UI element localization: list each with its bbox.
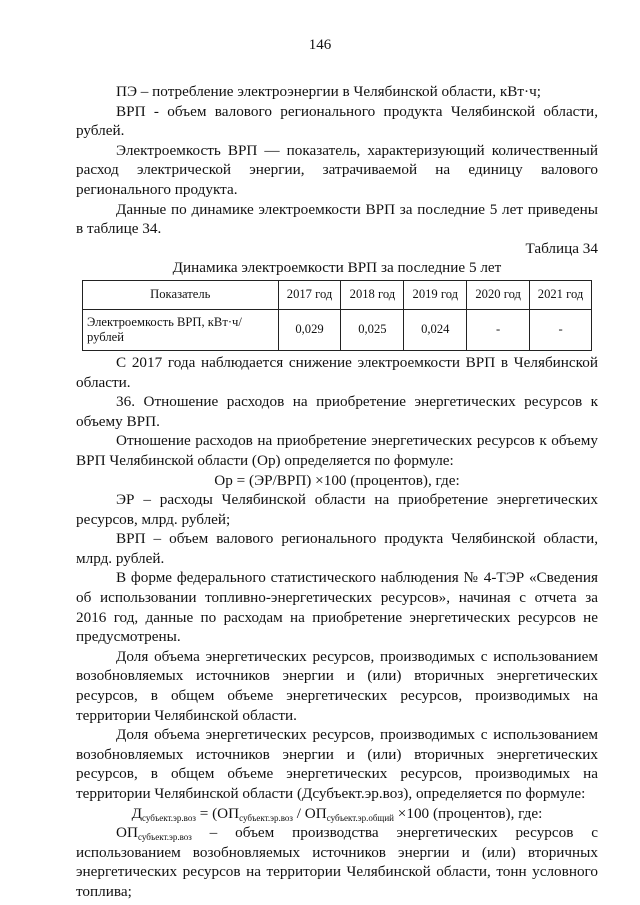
formula-share [76,804,598,824]
paragraph-ratio-definition: Отношение расходов на приобретение энергетических ресурсов к объему ВРП Челябинской области (Ор) определяется по формуле: [76,432,598,469]
formula-d: Д [131,804,143,822]
paragraph-op-definition [76,823,598,901]
formula-sub-1: субъект.эр.воз [142,812,196,823]
paragraph-pe-definition: ПЭ – потребление электроэнергии в Челябинской области, кВт·ч; [116,83,541,100]
table-label: Таблица 34 [525,239,598,257]
row-indicator-name: Электроемкость ВРП, кВт·ч/ рублей [83,309,279,350]
header-2021: 2021 год [530,280,592,309]
value-2018: 0,025 [341,309,404,350]
formula-sub-3: субъект.эр.общий [326,812,394,823]
paragraph-vrp-definition-2: ВРП – объем валового регионального продукта Челябинской области, млрд. рублей. [76,530,598,567]
header-2017: 2017 год [278,280,341,309]
paragraph-decline: С 2017 года наблюдается снижение электроемкости ВРП в Челябинской области. [76,353,598,391]
electro-table [82,280,592,351]
table-caption: Динамика электроемкости ВРП за последние 5 лет [172,259,502,277]
op-symbol: ОП [116,824,138,842]
paragraph-share-title: Доля объема энергетических ресурсов, производимых с использованием возобновляемых источников энергии и (или) вторичных энергетических ресурсов, в общем объеме энергетических ресурсов, производимых на территории Челябинской области. [76,647,598,724]
op-text: – объем производства энергетических ресурсов с использованием возобновляемых источников энергии и (или) вторичных энергетических ресурсов на территории Челябинской области, тонн условного топлива; [76,824,598,900]
paragraph-dynamics-intro: Данные по динамике электроемкости ВРП за последние 5 лет приведены в таблице 34. [76,200,598,238]
paragraph-electro-definition: Электроемкость ВРП — показатель, характеризующий количественный расход электрической энергии, затрачиваемой на единицу валового регионального продукта. [76,141,598,198]
document-body [76,82,598,902]
value-2019: 0,024 [404,309,467,350]
value-2021: - [530,309,592,350]
formula-sub-2: субъект.эр.воз [239,812,293,823]
table-row [83,309,592,350]
formula-ratio: Ор = (ЭР/ВРП) ×100 (процентов), где: [214,471,460,489]
value-2017: 0,029 [278,309,341,350]
formula-slash: / ОП [292,804,327,822]
paragraph-form-4ter: В форме федерального статистического наблюдения № 4-ТЭР «Сведения об использовании топливно-энергетических ресурсов», начиная с отчета за 2016 год, данные по расходам на приобретение энергетических ресурсов не предусмотрены. [76,569,598,646]
op-sub: субъект.эр.воз [137,832,192,843]
header-2019: 2019 год [404,280,467,309]
value-2020: - [467,309,530,350]
header-2018: 2018 год [341,280,404,309]
header-2020: 2020 год [467,280,530,309]
formula-eq: = (ОП [195,804,240,822]
paragraph-vrp-definition: ВРП - объем валового регионального продукта Челябинской области, рублей. [76,102,598,140]
paragraph-item-36: 36. Отношение расходов на приобретение энергетических ресурсов к объему ВРП. [76,393,598,430]
paragraph-share-definition: Доля объема энергетических ресурсов, производимых с использованием возобновляемых источников энергии и (или) вторичных энергетических ресурсов, в общем объеме энергетических ресурсов, производимых на территории Челябинской области (Дсубъект.эр.воз), определяется по формуле: [76,726,598,802]
formula-tail: ×100 (процентов), где: [394,804,543,822]
table-header-row [83,280,592,309]
page-number: 146 [308,37,332,53]
header-indicator: Показатель [83,280,279,309]
paragraph-er-definition: ЭР – расходы Челябинской области на приобретение энергетических ресурсов, млрд. рублей; [76,491,598,528]
